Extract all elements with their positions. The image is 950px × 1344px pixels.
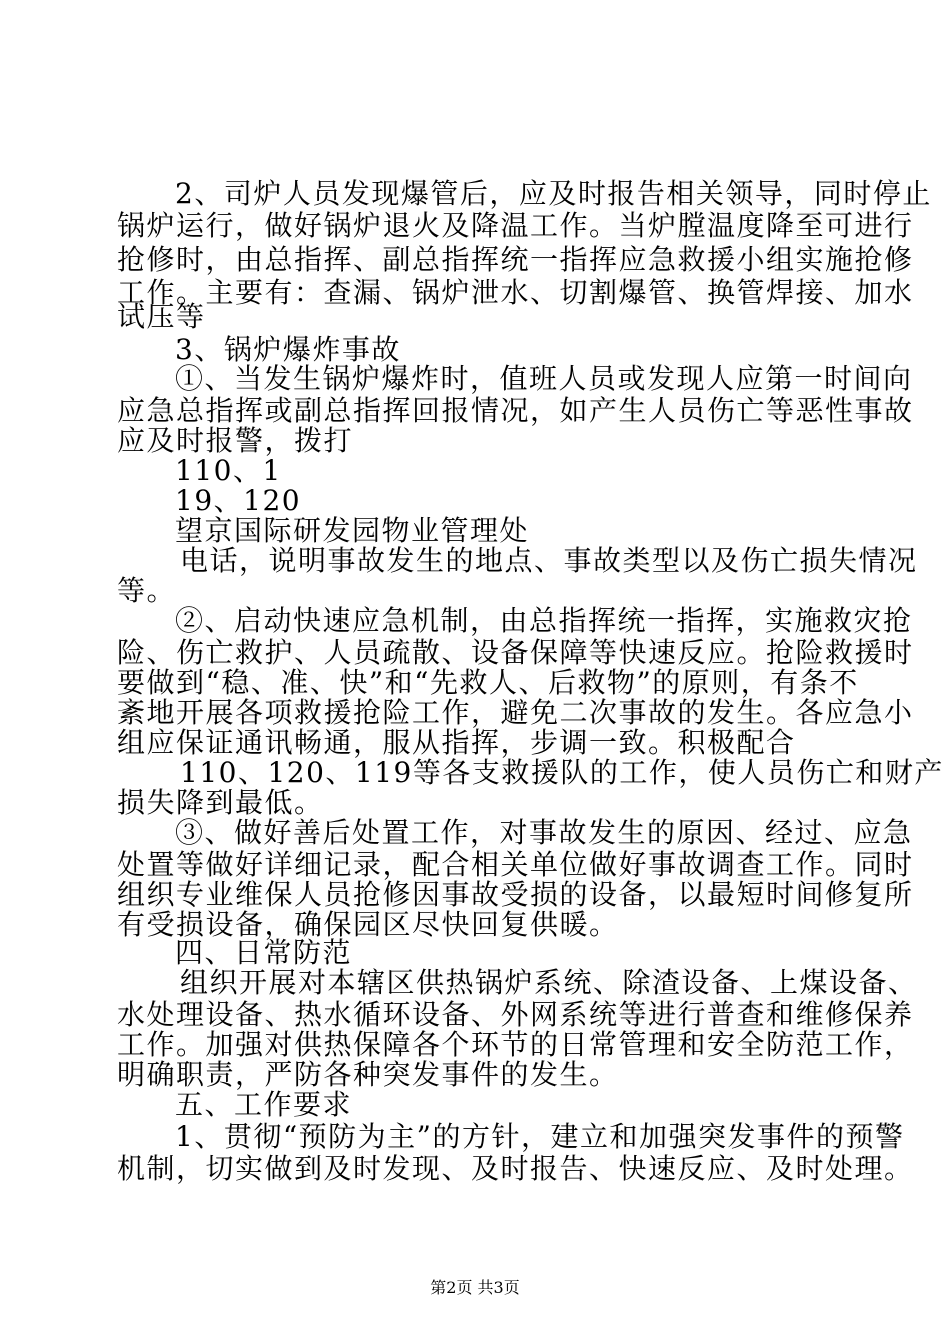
text-line: 险、伤亡救护、人员疏散、设备保障等快速反应。抢险救援时 xyxy=(117,636,914,669)
text-line: ②、启动快速应急机制，由总指挥统一指挥，实施救灾抢 xyxy=(175,604,913,637)
text-line: 2、司炉人员发现爆管后，应及时报告相关领导，同时停止 xyxy=(175,177,932,210)
text-line: 有受损设备，确保园区尽快回复供暖。 xyxy=(117,908,619,941)
text-line: 处置等做好详细记录，配合相关单位做好事故调查工作。同时 xyxy=(117,848,914,881)
text-line: 电话，说明事故发生的地点、事故类型以及伤亡损失情况 xyxy=(180,544,918,577)
text-line: 试压等 xyxy=(117,300,206,333)
text-line: 组织专业维保人员抢修因事故受损的设备，以最短时间修复所 xyxy=(117,878,914,911)
section-heading: 3、锅炉爆炸事故 xyxy=(175,333,401,366)
text-line: 110、120、119等各支救援队的工作，使人员伤亡和财产 xyxy=(180,756,944,789)
text-line: 工作。加强对供热保障各个环节的日常管理和安全防范工作， xyxy=(117,1028,914,1061)
text-line: 损失降到最低。 xyxy=(117,786,324,819)
text-line: 望京国际研发园物业管理处 xyxy=(175,514,530,547)
text-line: 锅炉运行，做好锅炉退火及降温工作。当炉膛温度降至可进行 xyxy=(117,209,914,242)
text-line: 组应保证通讯畅通，服从指挥，步调一致。积极配合 xyxy=(117,726,796,759)
text-line: 水处理设备、热水循环设备、外网系统等进行普查和维修保养 xyxy=(117,998,914,1031)
text-line: 工作。主要有：查漏、锅炉泄水、切割爆管、换管焊接、加水 xyxy=(117,276,914,309)
section-heading: 四、日常防范 xyxy=(175,936,353,969)
text-line: ①、当发生锅炉爆炸时，值班人员或发现人应第一时间向 xyxy=(175,362,913,395)
text-line: 机制，切实做到及时发现、及时报告、快速反应、及时处理。 xyxy=(117,1152,914,1185)
text-line: 紊地开展各项救援抢险工作，避免二次事故的发生。各应急小 xyxy=(117,696,914,729)
text-line: 应急总指挥或副总指挥回报情况，如产生人员伤亡等恶性事故 xyxy=(117,394,914,427)
page-footer: 第2页 共3页 xyxy=(430,1278,520,1297)
text-line: 19、120 xyxy=(175,484,302,517)
text-line: 应及时报警，拨打 xyxy=(117,424,354,457)
text-line: 1、贯彻“预防为主”的方针，建立和加强突发事件的预警 xyxy=(175,1120,905,1153)
text-line: 抢修时，由总指挥、副总指挥统一指挥应急救援小组实施抢修 xyxy=(117,243,914,276)
section-heading: 五、工作要求 xyxy=(175,1088,353,1121)
text-line: 组织开展对本辖区供热锅炉系统、除渣设备、上煤设备、 xyxy=(180,966,918,999)
text-line: 等。 xyxy=(117,574,177,607)
text-line: 明确职责，严防各种突发事件的发生。 xyxy=(117,1058,619,1091)
text-line: ③、做好善后处置工作，对事故发生的原因、经过、应急 xyxy=(175,816,913,849)
text-line: 110、1 xyxy=(175,454,282,487)
text-line: 要做到“稳、准、快”和“先救人、后救物”的原则，有条不 xyxy=(117,666,859,699)
